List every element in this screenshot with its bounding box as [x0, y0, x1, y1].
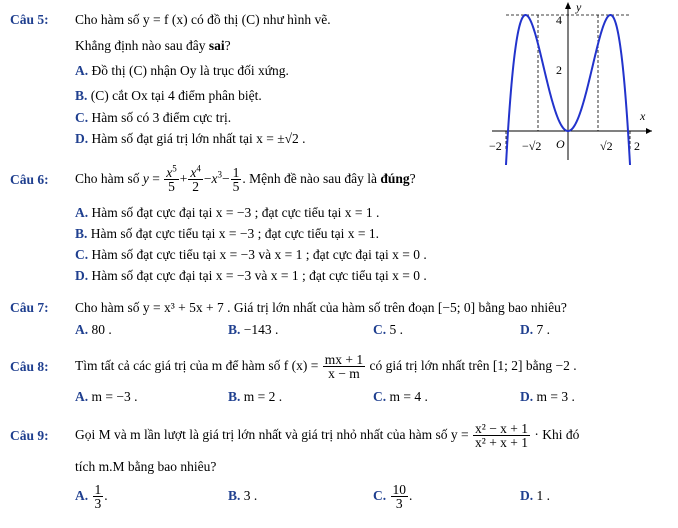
- q6-stem-end: ?: [409, 171, 416, 186]
- q9-option-b-letter: B.: [228, 488, 241, 503]
- q6-frac-1: $\frac{x^5}{5}$: [166, 163, 177, 195]
- q5-option-a-letter: A.: [75, 63, 89, 78]
- q9-option-c-letter: C.: [373, 488, 387, 503]
- q8-option-a-letter: A.: [75, 389, 89, 404]
- q5-stem2-bold: sai: [208, 38, 225, 53]
- q6-option-d-letter: D.: [75, 268, 89, 283]
- q9-stem-line2: tích m.M bằng bao nhiêu?: [75, 459, 217, 474]
- tick-2: 2: [634, 139, 640, 153]
- tick-neg-sqrt2: −√2: [522, 139, 542, 153]
- q9-option-a-frac: [93, 483, 104, 510]
- q8-frac-den: x − m: [328, 366, 360, 382]
- q9-stem-pre: Gọi M và m lần lượt là giá trị lớn nhất và giá trị nhỏ nhất của hàm số y =: [75, 427, 469, 442]
- q8-stem-pre: Tìm tất cả các giá trị của m để hàm số f (x) =: [75, 358, 319, 373]
- q7-option-d-text: 7 .: [536, 322, 550, 337]
- q5-option-a[interactable]: [75, 63, 289, 79]
- q9-option-c[interactable]: [373, 476, 412, 516]
- q9-stem: [75, 418, 579, 452]
- q9-a-den: 3: [94, 496, 102, 512]
- q5-stem2-text: Khẳng định nào sau đây: [75, 38, 209, 53]
- q5-stem2-end: ?: [224, 38, 231, 53]
- q5-option-d-text: Hàm số đạt giá trị lớn nhất tại x = ±√2 .: [91, 131, 306, 146]
- q9-c-end: .: [409, 488, 413, 503]
- q9-option-c-frac: [391, 483, 409, 510]
- q7-option-c-text: 5 .: [389, 322, 403, 337]
- tick-sqrt2: √2: [600, 139, 613, 153]
- q9-c-num: 10: [392, 482, 406, 498]
- q8-option-a[interactable]: [75, 389, 137, 405]
- q7-option-a[interactable]: [75, 322, 112, 338]
- q6-label: Câu 6:: [10, 172, 49, 187]
- q6-option-a-text: Hàm số đạt cực đại tại x = −3 ; đạt cực tiểu tại x = 1 .: [91, 205, 380, 220]
- q9-label: Câu 9:: [10, 428, 49, 443]
- q5-option-c[interactable]: [75, 110, 231, 126]
- q8-option-d-letter: D.: [520, 389, 534, 404]
- q8-option-c-text: m = 4 .: [389, 389, 428, 404]
- x-axis-arrow: [646, 128, 652, 134]
- q7-option-b[interactable]: [228, 322, 278, 338]
- q6-frac-3: $\frac{1}{5}$: [232, 165, 240, 195]
- q8-stem: [75, 349, 577, 383]
- q6-option-c-text: Hàm số đạt cực tiểu tại x = −3 và x = 1 ; đạt cực đại tại x = 0 .: [91, 247, 427, 262]
- q6-option-c-letter: C.: [75, 247, 89, 262]
- tick-neg2: −2: [489, 139, 502, 153]
- q6-option-b-letter: B.: [75, 226, 88, 241]
- q5-option-b-text: (C) cắt Ox tại 4 điểm phân biệt.: [90, 88, 262, 103]
- q5-option-a-text: Đồ thị (C) nhận Oy là trục đối xứng.: [91, 63, 289, 78]
- q7-label: Câu 7:: [10, 300, 49, 315]
- q7-option-a-text: 80 .: [91, 322, 112, 337]
- q5-option-d[interactable]: [75, 131, 306, 147]
- q5-stem-line2: [75, 38, 231, 54]
- q8-option-b-letter: B.: [228, 389, 241, 404]
- tick-y4: 4: [556, 13, 562, 27]
- q5-option-c-letter: C.: [75, 110, 89, 125]
- q8-fraction: [323, 353, 365, 380]
- q6-stem: Cho hàm số y = $\frac{x^5}{5}$ + $\frac{x^4}{2}$ $-x^3-$ $\frac{1}{5}$ . Mệnh đề nào sau đây là đúng?: [75, 163, 416, 195]
- q5-option-b-letter: B.: [75, 88, 88, 103]
- q7-option-b-letter: B.: [228, 322, 241, 337]
- q6-stem-post: . Mệnh đề nào sau đây là: [242, 171, 381, 186]
- q8-option-c[interactable]: [373, 389, 428, 405]
- q9-option-b[interactable]: [228, 488, 257, 504]
- q8-option-b-text: m = 2 .: [243, 389, 283, 404]
- q8-frac-num: mx + 1: [324, 352, 364, 368]
- q7-option-d-letter: D.: [520, 322, 534, 337]
- function-graph: [482, 0, 662, 165]
- q6-option-b-text: Hàm số đạt cực tiểu tại x = −3 ; đạt cực tiểu tại x = 1.: [90, 226, 380, 241]
- q9-a-end: .: [104, 488, 108, 503]
- q7-option-a-letter: A.: [75, 322, 89, 337]
- q6-option-a[interactable]: [75, 205, 379, 221]
- tick-y2: 2: [556, 63, 562, 77]
- q8-label: Câu 8:: [10, 359, 49, 374]
- q8-stem-post: có giá trị lớn nhất trên [1; 2] bằng −2 .: [369, 358, 577, 373]
- q9-option-d-letter: D.: [520, 488, 534, 503]
- q9-frac-den: x² + x + 1: [475, 435, 529, 451]
- q6-stem-pre: Cho hàm số: [75, 171, 140, 186]
- q9-fraction: [473, 422, 530, 449]
- q8-option-c-letter: C.: [373, 389, 387, 404]
- q7-option-d[interactable]: [520, 322, 550, 338]
- q5-option-d-letter: D.: [75, 131, 89, 146]
- q9-option-a[interactable]: [75, 476, 108, 516]
- y-axis-arrow: [565, 2, 571, 9]
- q8-option-a-text: m = −3 .: [91, 389, 138, 404]
- q7-option-b-text: −143 .: [243, 322, 279, 337]
- q6-stem-bold: đúng: [380, 171, 410, 186]
- q6-option-a-letter: A.: [75, 205, 89, 220]
- q8-option-d[interactable]: [520, 389, 575, 405]
- x-axis-label: x: [640, 109, 646, 123]
- q9-option-a-letter: A.: [75, 488, 89, 503]
- q7-option-c-letter: C.: [373, 322, 387, 337]
- origin-label: O: [556, 137, 565, 151]
- q5-label: Câu 5:: [10, 12, 49, 27]
- q6-option-b[interactable]: [75, 226, 379, 242]
- q9-a-num: 1: [94, 482, 102, 498]
- q6-frac-2: $\frac{x^4}{2}$: [190, 163, 201, 195]
- q5-stem-line1: Cho hàm số y = f (x) có đồ thị (C) như hình vẽ.: [75, 12, 331, 27]
- q9-c-den: 3: [395, 496, 403, 512]
- q8-option-d-text: m = 3 .: [536, 389, 575, 404]
- q6-option-d[interactable]: [75, 268, 427, 284]
- q9-option-d-text: 1 .: [536, 488, 550, 503]
- y-axis-label: y: [576, 0, 582, 14]
- q5-option-c-text: Hàm số có 3 điểm cực trị.: [91, 110, 232, 125]
- q9-option-b-text: 3 .: [243, 488, 258, 503]
- q5-option-b[interactable]: [75, 88, 262, 104]
- q9-option-d[interactable]: [520, 488, 550, 504]
- q6-option-c[interactable]: [75, 247, 427, 263]
- q7-option-c[interactable]: [373, 322, 403, 338]
- q9-stem-post: · Khi đó: [534, 427, 580, 442]
- q9-frac-num: x² − x + 1: [475, 421, 529, 437]
- q6-option-d-text: Hàm số đạt cực đại tại x = −3 và x = 1 ; đạt cực tiểu tại x = 0 .: [91, 268, 427, 283]
- q8-option-b[interactable]: [228, 389, 282, 405]
- q7-stem: Cho hàm số y = x³ + 5x + 7 . Giá trị lớn nhất của hàm số trên đoạn [−5; 0] bằng bao nhiêu?: [75, 300, 567, 315]
